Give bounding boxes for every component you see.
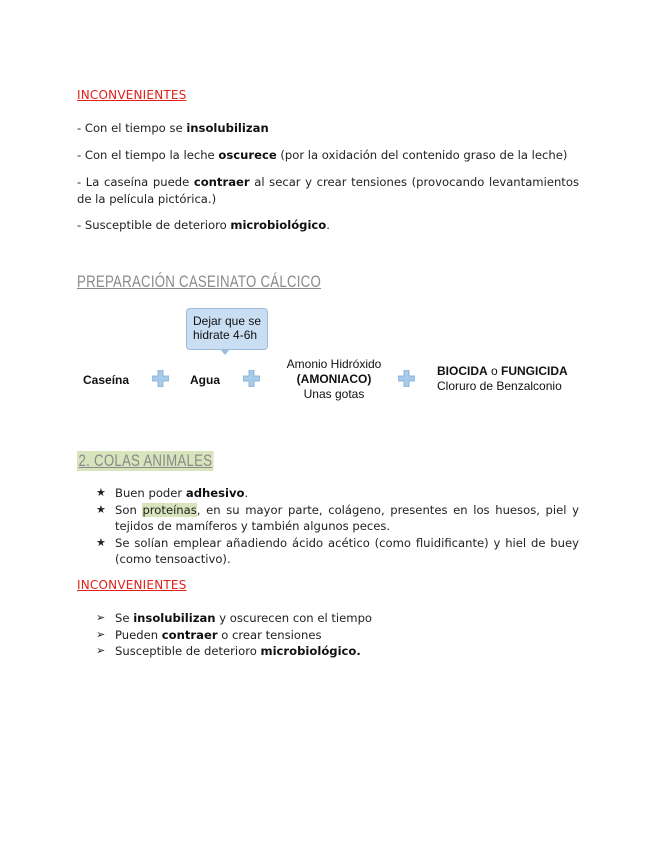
inconvenientes-heading-2: INCONVENIENTES <box>77 578 187 592</box>
star-icon: ★ <box>96 535 106 549</box>
inconvenientes2-list <box>96 610 579 660</box>
callout-line-1: Dejar que se <box>193 314 262 328</box>
biocida-line-1: BIOCIDA o FUNGICIDA <box>437 364 568 378</box>
inconvenientes-item-1: - Con el tiempo se insolubilizan <box>77 121 269 135</box>
biocida-block <box>437 364 568 394</box>
hydrate-callout <box>186 308 268 350</box>
amonio-block <box>284 357 384 402</box>
amonio-line-1: Amonio Hidróxido <box>286 357 382 371</box>
star-icon: ★ <box>96 502 106 516</box>
agua-label: Agua <box>190 373 220 387</box>
colas-bullet-1: ★ Buen poder adhesivo. <box>96 486 249 500</box>
biocida-line-2: Cloruro de Benzalconio <box>437 379 562 393</box>
amonio-line-3: Unas gotas <box>303 387 365 401</box>
inconvenientes2-item-1: ➢ Se insolubilizan y oscurecen con el tiempo <box>96 611 373 625</box>
inconvenientes-item-2: - Con el tiempo la leche oscurece (por la oxidación del contenido graso de la leche) <box>77 148 568 162</box>
colas-animales-title: 2. COLAS ANIMALES <box>78 451 213 470</box>
callout-tail <box>220 349 230 355</box>
callout-line-2: hidrate 4-6h <box>193 328 258 342</box>
inconvenientes-item-4: - Susceptible de deterioro microbiológico. <box>77 218 330 232</box>
inconvenientes-heading-1: INCONVENIENTES <box>77 88 187 102</box>
arrowhead-icon: ➢ <box>96 644 106 657</box>
plus-icon-1 <box>152 370 169 387</box>
inconvenientes-item-3: - La caseína puede contraer al secar y crear tensiones (provocando levantamientos de la película pictórica.) <box>77 175 579 206</box>
plus-icon-2 <box>243 370 260 387</box>
colas-bullet-2: ★ Son proteínas, en su mayor parte, colágeno, presentes en los huesos, piel y tejidos de mamíferos y también algunos peces. <box>96 502 579 533</box>
colas-bullet-3: ★ Se solían emplear añadiendo ácido acético (como fluidificante) y hiel de buey (como tensoactivo). <box>96 535 579 566</box>
caseina-label: Caseína <box>83 373 130 387</box>
colas-bullets <box>96 485 579 568</box>
inconvenientes2-item-2: ➢ Pueden contraer o crear tensiones <box>96 627 322 642</box>
arrowhead-icon: ➢ <box>96 627 106 641</box>
amonio-line-2: (AMONIACO) <box>296 372 372 386</box>
star-icon: ★ <box>96 486 106 499</box>
arrowhead-icon: ➢ <box>96 611 106 624</box>
inconvenientes2-item-3: ➢ Susceptible de deterioro microbiológico. <box>96 644 361 658</box>
plus-icon-3 <box>398 370 415 387</box>
preparacion-title: PREPARACIÓN CASEINATO CÁLCICO <box>77 272 322 291</box>
